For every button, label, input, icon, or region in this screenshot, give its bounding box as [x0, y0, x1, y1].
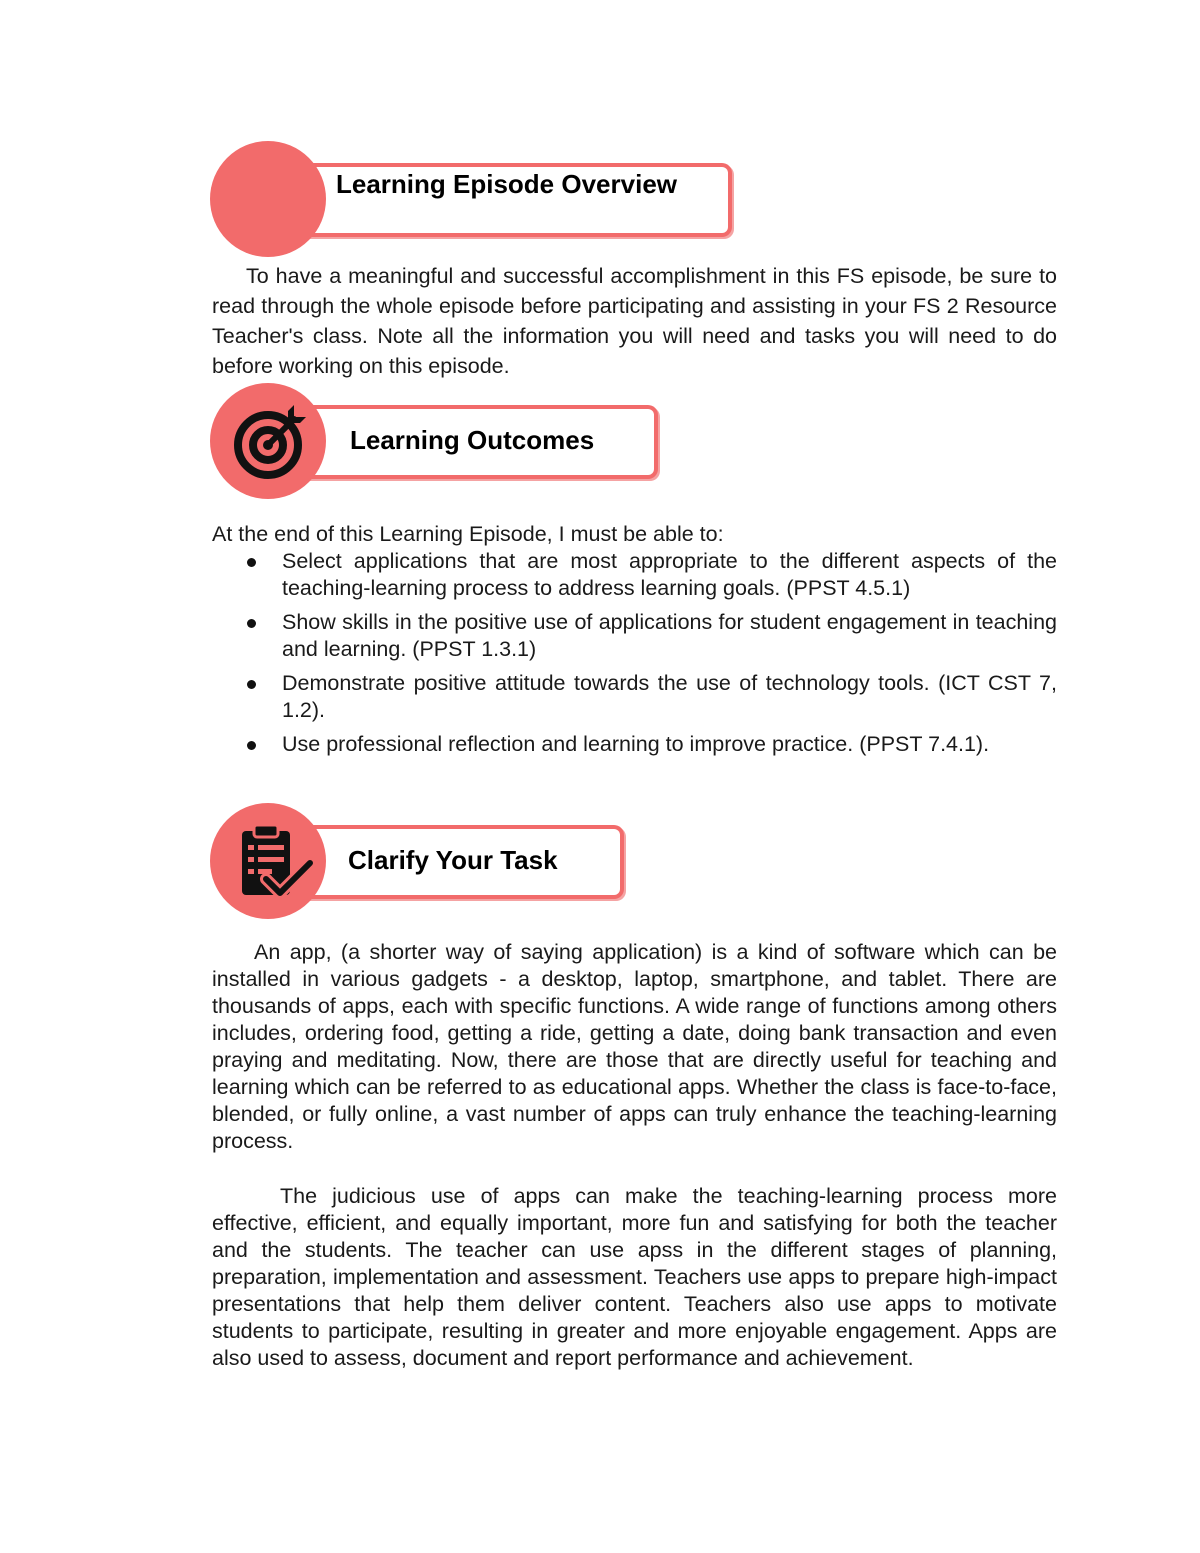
- task-paragraph-1-text: An app, (a shorter way of saying application) is a kind of software which can be installed in various gadgets - a desktop, laptop, smartphone, and tablet. There are thousands of apps, each with specific functions. A wide range of functions among others includes, ordering food, getting a ride, getting a date, doing bank transaction and even praying and meditating. Now, there are those that are directly useful for teaching and learning which can be referred to as educational apps. Whether the class is face-to-face, blended, or fully online, a vast number of apps can truly enhance the teaching-learning process.: [212, 940, 1057, 1153]
- overview-text-content: To have a meaningful and successful accomplishment in this FS episode, be sure to read through the whole episode before participating and assisting in your FS 2 Resource Teacher's class. Note all the information you will need and tasks you will need to do before working on this episode.: [212, 264, 1057, 378]
- list-item: [212, 609, 1057, 663]
- list-item-text: Show skills in the positive use of applications for student engagement in teaching and learning. (PPST 1.3.1): [282, 610, 1057, 661]
- outcomes-title: Learning Outcomes: [350, 425, 595, 455]
- bullet-icon: [247, 680, 256, 689]
- bullet-icon: [247, 741, 256, 750]
- overview-title: Learning Episode Overview: [336, 169, 677, 199]
- list-item-text: Use professional reflection and learning to improve practice. (PPST 7.4.1).: [282, 732, 990, 756]
- outcomes-list: [212, 548, 1057, 765]
- list-item-text: Demonstrate positive attitude towards the use of technology tools. (ICT CST 7, 1.2).: [282, 671, 1057, 722]
- task-header: [210, 803, 626, 923]
- list-item: [212, 670, 1057, 724]
- outcomes-circle: [210, 383, 326, 499]
- outcomes-header: [210, 383, 660, 503]
- list-item: [212, 731, 1057, 758]
- bullet-icon: [247, 558, 256, 567]
- task-circle: [210, 803, 326, 919]
- overview-header: [210, 141, 732, 261]
- target-arrow-icon: [232, 401, 312, 481]
- task-title: Clarify Your Task: [348, 845, 558, 875]
- outcomes-intro: [212, 521, 1057, 548]
- list-item-text: Select applications that are most appropriate to the different aspects of the teaching-learning process to address learning goals. (PPST 4.5.1): [282, 549, 1057, 600]
- overview-text: [212, 261, 1057, 381]
- outcomes-intro-text: At the end of this Learning Episode, I must be able to:: [212, 522, 724, 546]
- task-paragraph-2-text: The judicious use of apps can make the teaching-learning process more effective, efficient, and equally important, more fun and satisfying for both the teacher and the students. The teacher can use apss in the different stages of planning, preparation, implementation and assessment. Teachers use apps to prepare high-impact presentations that help them deliver content. Teachers also use apps to motivate students to participate, resulting in greater and more enjoyable engagement. Apps are also used to assess, document and report performance and achievement.: [212, 1184, 1057, 1370]
- task-paragraph-1: [212, 939, 1057, 1155]
- bullet-icon: [247, 619, 256, 628]
- overview-circle: [210, 141, 326, 257]
- list-item: [212, 548, 1057, 602]
- clipboard-check-icon: [238, 823, 314, 903]
- task-paragraph-2: [212, 1183, 1057, 1372]
